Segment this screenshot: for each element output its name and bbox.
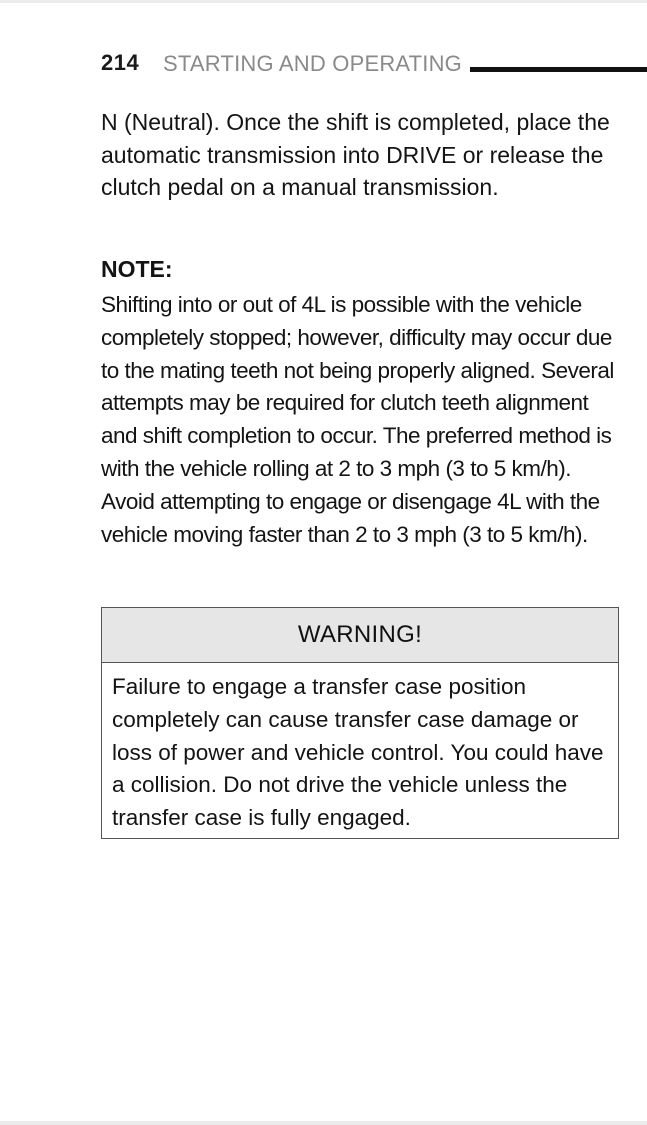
section-title: STARTING AND OPERATING [163, 51, 462, 76]
note-body: Shifting into or out of 4L is possible with the vehicle completely stopped; however, difficulty may occur due to the mating teeth not being properly aligned. Several attempts may be required for clutch teeth alignment and shift completion to occur. The preferred method is with the vehicle rolling at 2 to 3 mph (3 to 5 km/h). Avoid attempting to engage or disengage 4L with the vehicle moving faster than 2 to 3 mph (3 to 5 km/h). [101, 292, 614, 547]
header-rule [470, 67, 647, 72]
page-bottom-edge [0, 1121, 647, 1125]
warning-header [102, 608, 618, 663]
page-top-edge [0, 0, 647, 3]
page-number: 214 [101, 50, 140, 75]
warning-body: Failure to engage a transfer case position completely can cause transfer case damage or loss of power and vehicle control. You could have a collision. Do not drive the vehicle unless the transfer case is fully engaged. [112, 674, 604, 831]
warning-box [101, 607, 619, 839]
note-heading: NOTE: [101, 256, 173, 282]
warning-title: WARNING! [297, 621, 423, 648]
intro-paragraph: N (Neutral). Once the shift is completed, place the automatic transmission into DRIVE or release the clutch pedal on a manual transmission. [101, 109, 610, 200]
page-header [101, 50, 647, 80]
